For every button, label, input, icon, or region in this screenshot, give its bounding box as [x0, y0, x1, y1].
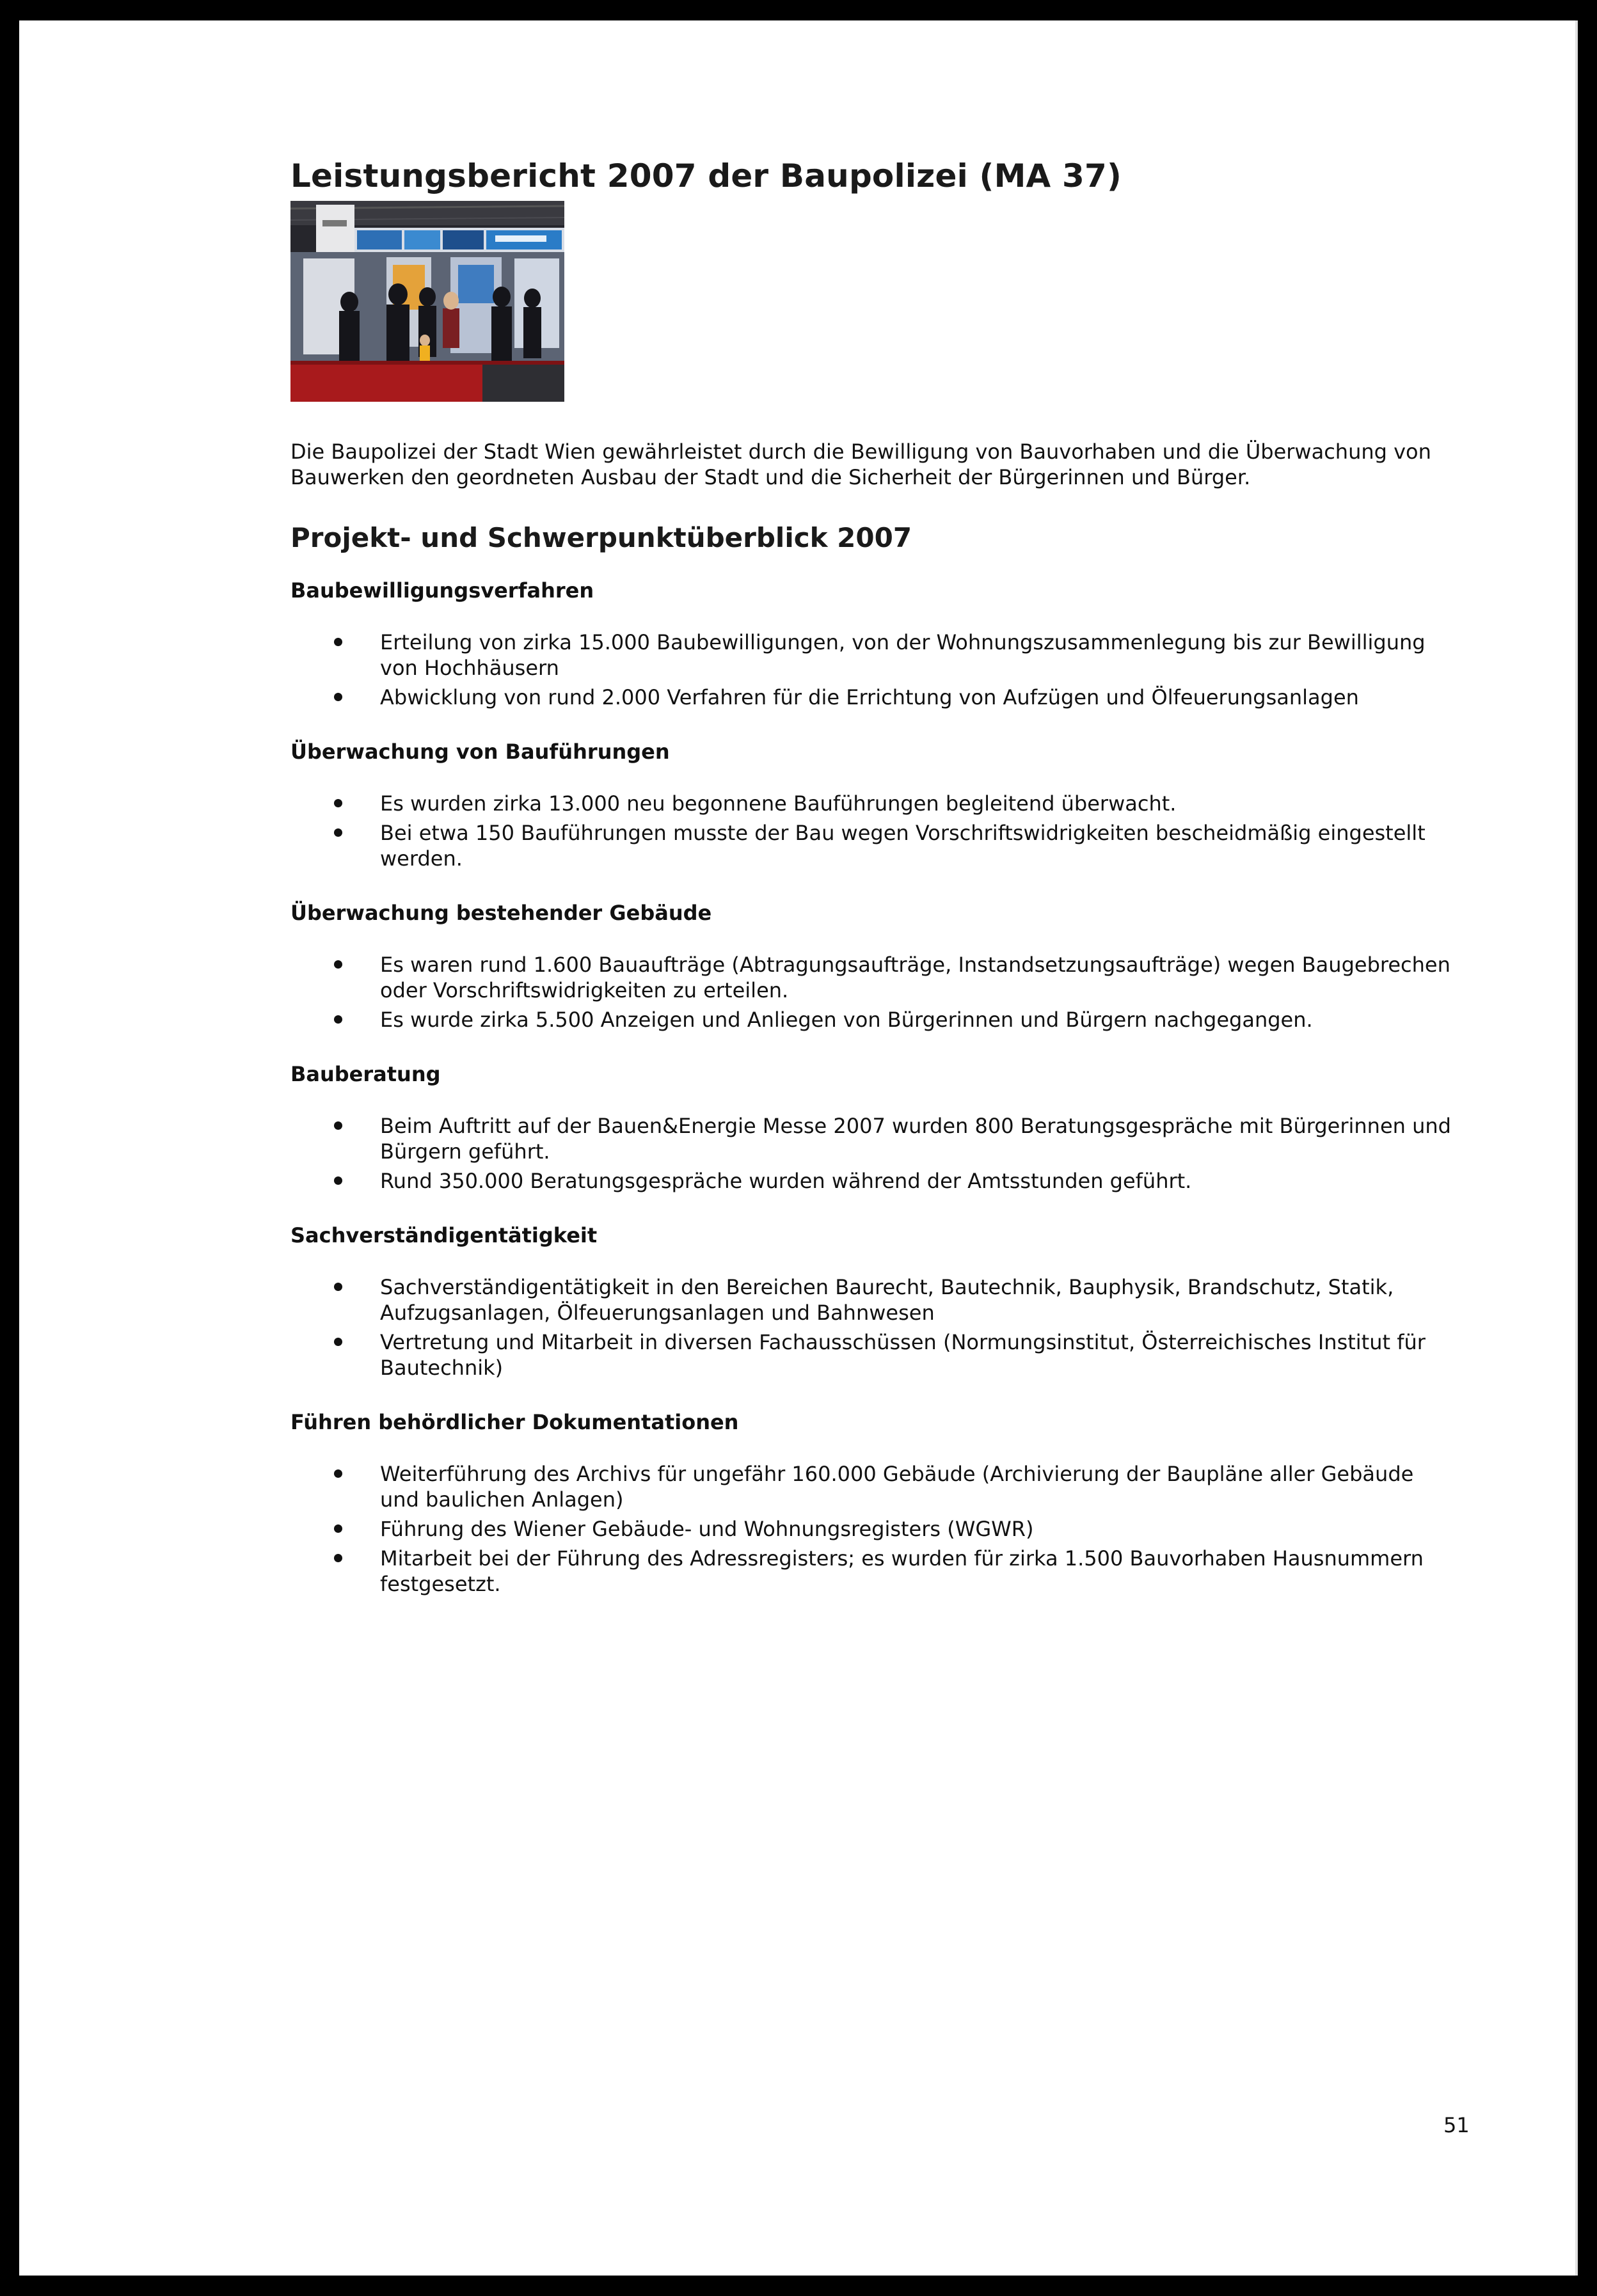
subsection-baubewilligungsverfahren: [290, 577, 1545, 710]
list-item-text: Erteilung von zirka 15.000 Baubewilligungen, von der Wohnungszusammenlegung bis zur Bewilligung von Hochhäusern: [380, 630, 1426, 680]
list-item-text: Weiterführung des Archivs für ungefähr 160.000 Gebäude (Archivierung der Baupläne aller Gebäude und baulichen Anlagen): [380, 1462, 1414, 1512]
document-title: Leistungsbericht 2007 der Baupolizei (MA 37): [290, 157, 1122, 194]
bullet-icon: [334, 799, 342, 807]
subsection-title: Baubewilligungsverfahren: [290, 578, 594, 603]
intro-paragraph: Die Baupolizei der Stadt Wien gewährleistet durch die Bewilligung von Bauvorhaben und die Überwachung von Bauwerken den geordneten Ausbau der Stadt und die Sicherheit der Bürgerinnen und Bürger.: [290, 439, 1431, 489]
bullet-icon: [334, 1176, 342, 1185]
page-number: 51: [1443, 2113, 1470, 2137]
list-item: [290, 1516, 1455, 1542]
bullet-icon: [334, 1121, 342, 1130]
bullet-icon: [334, 693, 342, 701]
bullet-icon: [334, 1283, 342, 1291]
list-item: [290, 685, 1455, 710]
subsection-ueberwachung-gebaeude: [290, 899, 1545, 1033]
list-item: [290, 1329, 1455, 1381]
subsection-title: Bauberatung: [290, 1062, 441, 1086]
list-item: [290, 1461, 1455, 1512]
subsection-title: Sachverständigentätigkeit: [290, 1223, 598, 1247]
exhibition-booth-photo: [290, 201, 564, 402]
list-item: [290, 952, 1455, 1003]
list-item-text: Es wurde zirka 5.500 Anzeigen und Anliegen von Bürgerinnen und Bürgern nachgegangen.: [380, 1008, 1313, 1032]
list-item-text: Mitarbeit bei der Führung des Adressregisters; es wurden für zirka 1.500 Bauvorhaben Hausnummern festgesetzt.: [380, 1546, 1424, 1596]
bullet-list: [290, 629, 1545, 710]
document-page: [19, 20, 1578, 2276]
list-item: [290, 791, 1455, 816]
bullet-list: [290, 952, 1545, 1033]
list-item: [290, 1113, 1455, 1164]
list-item: [290, 1168, 1455, 1194]
subsection-title: Überwachung bestehender Gebäude: [290, 901, 712, 925]
bullet-list: [290, 1113, 1545, 1194]
bullet-icon: [334, 1338, 342, 1346]
list-item-text: Führung des Wiener Gebäude- und Wohnungsregisters (WGWR): [380, 1517, 1034, 1541]
bullet-icon: [334, 1524, 342, 1533]
bullet-icon: [334, 638, 342, 646]
list-item-text: Es waren rund 1.600 Bauaufträge (Abtragungsaufträge, Instandsetzungsaufträge) wegen Baugebrechen oder Vorschriftswidrigkeiten zu erteilen.: [380, 953, 1450, 1002]
list-item: [290, 1007, 1455, 1033]
list-item: [290, 629, 1455, 681]
list-item-text: Es wurden zirka 13.000 neu begonnene Bauführungen begleitend überwacht.: [380, 791, 1177, 816]
list-item-text: Abwicklung von rund 2.000 Verfahren für die Errichtung von Aufzügen und Ölfeuerungsanlagen: [380, 685, 1359, 709]
bullet-icon: [334, 828, 342, 837]
subsection-sachverstaendigentaetigkeit: [290, 1222, 1545, 1381]
subsection-ueberwachung-baufuehrungen: [290, 738, 1545, 871]
list-item-text: Vertretung und Mitarbeit in diversen Fachausschüssen (Normungsinstitut, Österreichisches Institut für Bautechnik): [380, 1330, 1426, 1380]
subsection-dokumentationen: [290, 1409, 1545, 1597]
bullet-icon: [334, 960, 342, 969]
bullet-list: [290, 1274, 1545, 1381]
list-item-text: Bei etwa 150 Bauführungen musste der Bau wegen Vorschriftswidrigkeiten bescheidmäßig eingestellt werden.: [380, 821, 1426, 871]
subsection-title: Überwachung von Bauführungen: [290, 740, 670, 764]
bullet-icon: [334, 1015, 342, 1024]
section-title: Projekt- und Schwerpunktüberblick 2007: [290, 522, 912, 553]
subsection-title: Führen behördlicher Dokumentationen: [290, 1410, 739, 1434]
list-item: [290, 1274, 1455, 1326]
list-item-text: Beim Auftritt auf der Bauen&Energie Messe 2007 wurden 800 Beratungsgespräche mit Bürgerinnen und Bürgern geführt.: [380, 1114, 1451, 1164]
bullet-icon: [334, 1469, 342, 1478]
bullet-list: [290, 1461, 1545, 1597]
list-item-text: Rund 350.000 Beratungsgespräche wurden während der Amtsstunden geführt.: [380, 1169, 1192, 1193]
list-item-text: Sachverständigentätigkeit in den Bereichen Baurecht, Bautechnik, Bauphysik, Brandschutz, Statik, Aufzugsanlagen, Ölfeuerungsanlagen und Bahnwesen: [380, 1275, 1394, 1325]
page-content: [290, 156, 1545, 1601]
list-item: [290, 820, 1455, 871]
bullet-icon: [334, 1554, 342, 1562]
subsection-bauberatung: [290, 1061, 1545, 1194]
list-item: [290, 1546, 1455, 1597]
bullet-list: [290, 791, 1545, 871]
